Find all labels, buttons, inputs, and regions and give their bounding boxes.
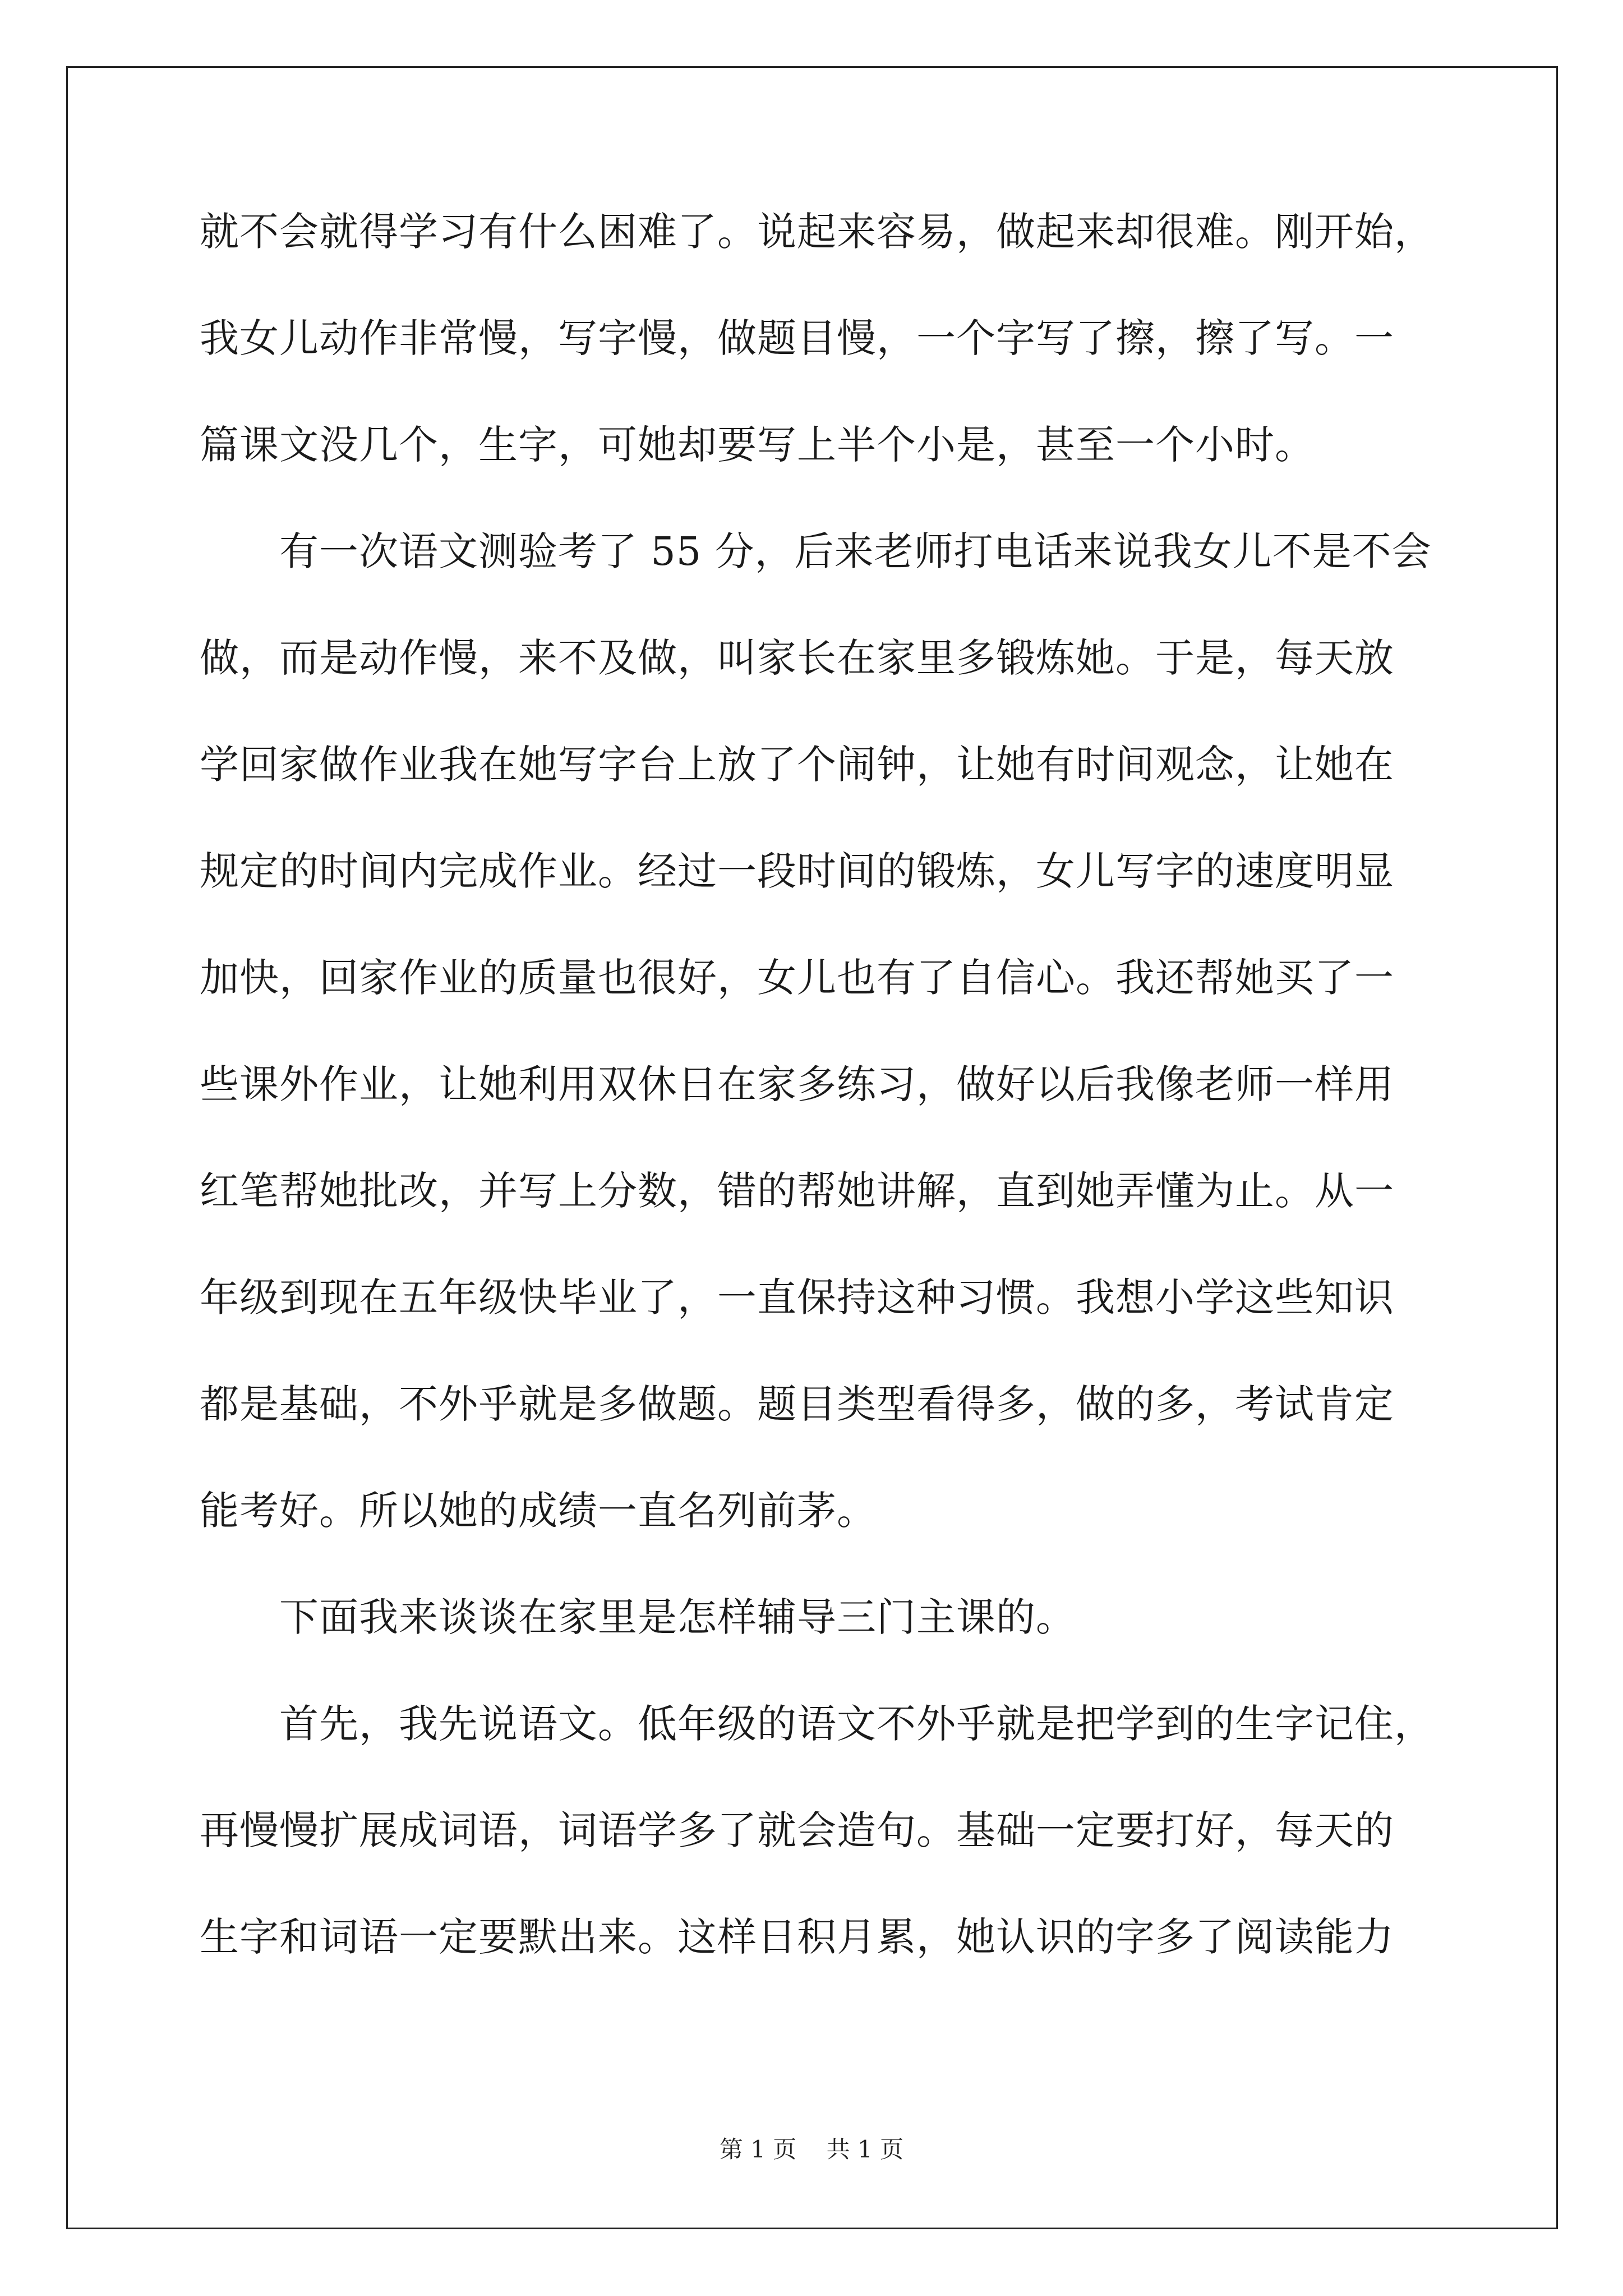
- text-line: 首先，我先说语文。低年级的语文不外乎就是把学到的生字记住，: [200, 1701, 1434, 1747]
- page-footer: 第 1 页 共 1 页: [719, 2136, 904, 2163]
- text-line: 都是基础，不外乎就是多做题。题目类型看得多，做的多，考试肯定: [200, 1381, 1394, 1427]
- text-line: 就不会就得学习有什么困难了。说起来容易，做起来却很难。刚开始，: [200, 209, 1434, 255]
- text-line: 红笔帮她批改，并写上分数，错的帮她讲解，直到她弄懂为止。从一: [200, 1168, 1394, 1214]
- text-line: 规定的时间内完成作业。经过一段时间的锻炼，女儿写字的速度明显: [200, 848, 1394, 894]
- text-line: 学回家做作业我在她写字台上放了个闹钟，让她有时间观念，让她在: [200, 742, 1394, 788]
- text-line: 做，而是动作慢，来不及做，叫家长在家里多锻炼她。于是，每天放: [200, 635, 1394, 681]
- text-line: 年级到现在五年级快毕业了，一直保持这种习惯。我想小学这些知识: [200, 1274, 1394, 1320]
- text-line: 下面我来谈谈在家里是怎样辅导三门主课的。: [200, 1594, 1076, 1640]
- document-body: [200, 209, 1434, 2024]
- text-line: 加快，回家作业的质量也很好，女儿也有了自信心。我还帮她买了一: [200, 955, 1394, 1001]
- text-line: 些课外作业，让她利用双休日在家多练习，做好以后我像老师一样用: [200, 1061, 1394, 1107]
- text-line: 生字和词语一定要默出来。这样日积月累，她认识的字多了阅读能力: [200, 1914, 1394, 1960]
- text-line: 篇课文没几个，生字，可她却要写上半个小是，甚至一个小时。: [200, 422, 1315, 468]
- text-line: 再慢慢扩展成词语，词语学多了就会造句。基础一定要打好，每天的: [200, 1807, 1394, 1853]
- text-line: 能考好。所以她的成绩一直名列前茅。: [200, 1488, 877, 1534]
- text-line: 有一次语文测验考了 55 分，后来老师打电话来说我女儿不是不会: [200, 528, 1432, 574]
- text-line: 我女儿动作非常慢，写字慢，做题目慢，一个字写了擦，擦了写。一: [200, 315, 1394, 361]
